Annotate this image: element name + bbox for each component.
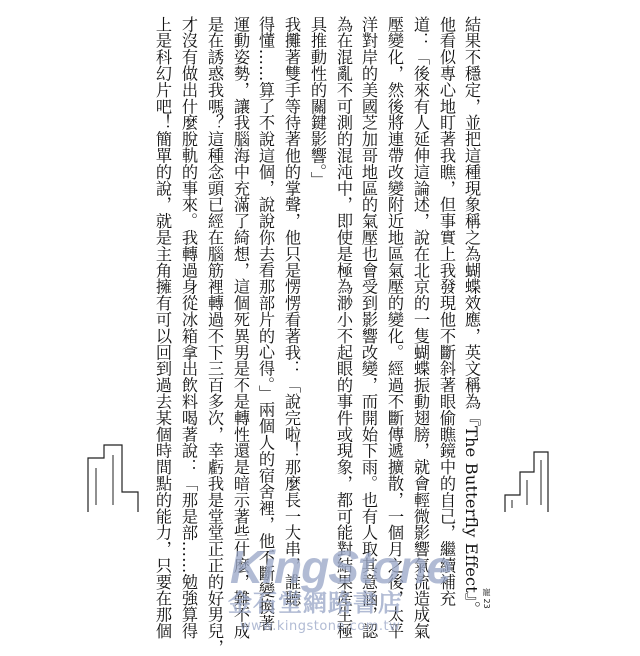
text-column-13: 上是科幻片吧！簡單的說，就是主角擁有可以回到過去某個時間點的能力，只要在那個: [153, 16, 172, 640]
text-column-8: 我攤著雙手等待著他的掌聲，他只是愣愣看著我：「說完啦！那麼長一大串，誰聽: [282, 16, 301, 607]
text-column-1: 結果不穩定，並把這種現象稱之為蝴蝶效應，英文稱為『The Butterfly Effect』。: [462, 16, 481, 618]
text-column-2: 他看似專心地盯著我瞧，但事實上我發現他不斷斜著眼偷瞧鏡中的自己，繼續補充: [437, 16, 456, 607]
svg-text:金石堂網路書店: 金石堂網路書店: [228, 588, 403, 617]
text-column-11: 是在誘惑我嗎？這種念頭已經在腦筋裡轉過不下三百多次，幸虧我是堂堂正正的好男兒，: [205, 16, 224, 656]
text-column-6: 為在混亂不可測的混沌中，即使是極為渺小不起眼的事件或現象，都可能對結果產生極: [334, 16, 353, 640]
text-column-10: 運動姿勢，讓我腦海中充滿了綺想，這個死異男是不是轉性還是暗示著些什麼，難不成: [231, 16, 250, 640]
text-column-3: 道：「後來有人延伸這論述，說在北京的一隻蝴蝶振動翅膀，就會輕微影響氣流造成氣: [411, 16, 430, 640]
text-column-12: 才沒有做出什麼脫軌的事來。我轉過身從冰箱拿出飲料喝著說：「那是部……勉強算得: [179, 16, 198, 640]
text-column-4: 壓變化，然後將連帶改變附近地區氣壓的變化。經過不斷傳遞擴散，一個月之後，太平: [385, 16, 404, 640]
text-column-7: 具推動性的關鍵影響。」: [308, 16, 327, 189]
page-number: 寵 23: [482, 588, 491, 609]
text-column-9: 得懂……算了不說這個，說說你去看那部片的心得。」兩個人的宿舍裡，他不斷變換著: [256, 16, 275, 632]
svg-text:www.kingstone.com.tw: www.kingstone.com.tw: [240, 619, 401, 634]
text-column-5: 洋對岸的美國芝加哥地區的氣壓也會受到影響改變，而開始下雨。也有人取其意涵，認: [359, 16, 378, 640]
svg-text:KingStone: KingStone: [230, 541, 451, 593]
